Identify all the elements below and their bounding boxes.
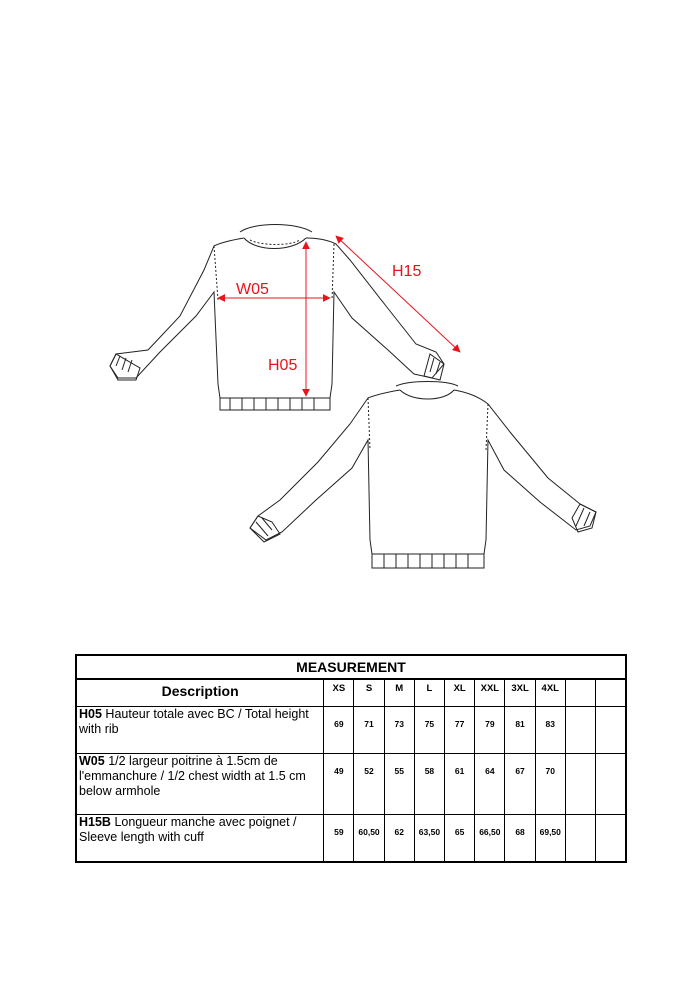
- label-h15: H15: [392, 263, 422, 280]
- measure-code: H15B: [79, 815, 111, 829]
- value-cell: 79: [475, 707, 505, 754]
- row-description: [76, 815, 324, 863]
- value-cell: 63,50: [414, 815, 444, 863]
- measure-code: H05: [79, 707, 102, 721]
- value-cell: 71: [354, 707, 384, 754]
- table-title: MEASUREMENT: [76, 655, 626, 679]
- measure-text: Hauteur totale avec BC / Total height with rib: [79, 707, 309, 736]
- value-cell: 83: [535, 707, 565, 754]
- measurement-table: [75, 654, 627, 863]
- value-cell: [565, 754, 595, 815]
- value-cell: 77: [445, 707, 475, 754]
- value-cell: 75: [414, 707, 444, 754]
- row-description: [76, 707, 324, 754]
- table-row: [76, 754, 626, 815]
- value-cell: 52: [354, 754, 384, 815]
- value-cell: 81: [505, 707, 535, 754]
- measure-text: 1/2 largeur poitrine à 1.5cm de l'emmanchure / 1/2 chest width at 1.5 cm below armhole: [79, 754, 306, 798]
- size-header: L: [414, 679, 444, 707]
- size-header: XS: [324, 679, 354, 707]
- size-header: M: [384, 679, 414, 707]
- value-cell: 62: [384, 815, 414, 863]
- sleeve-length-line: [336, 236, 460, 352]
- size-header: S: [354, 679, 384, 707]
- size-header: [596, 679, 626, 707]
- dimension-lines: [218, 236, 460, 396]
- description-header: Description: [76, 679, 324, 707]
- value-cell: 49: [324, 754, 354, 815]
- value-cell: 69,50: [535, 815, 565, 863]
- table-row: [76, 707, 626, 754]
- value-cell: 60,50: [354, 815, 384, 863]
- value-cell: 73: [384, 707, 414, 754]
- value-cell: 67: [505, 754, 535, 815]
- measure-text: Longueur manche avec poignet / Sleeve length with cuff: [79, 815, 297, 844]
- value-cell: 55: [384, 754, 414, 815]
- row-description: [76, 754, 324, 815]
- value-cell: [596, 815, 626, 863]
- value-cell: 58: [414, 754, 444, 815]
- value-cell: 64: [475, 754, 505, 815]
- table-row: [76, 815, 626, 863]
- size-header: [565, 679, 595, 707]
- size-header: 4XL: [535, 679, 565, 707]
- value-cell: 69: [324, 707, 354, 754]
- label-w05: W05: [236, 281, 269, 298]
- value-cell: 61: [445, 754, 475, 815]
- size-header: 3XL: [505, 679, 535, 707]
- label-h05: H05: [268, 357, 298, 374]
- measure-code: W05: [79, 754, 105, 768]
- value-cell: 59: [324, 815, 354, 863]
- value-cell: [596, 707, 626, 754]
- value-cell: 66,50: [475, 815, 505, 863]
- header-row: [76, 679, 626, 707]
- value-cell: [565, 815, 595, 863]
- size-header: XL: [445, 679, 475, 707]
- size-header: XXL: [475, 679, 505, 707]
- value-cell: 68: [505, 815, 535, 863]
- value-cell: 70: [535, 754, 565, 815]
- front-sweater-drawing: [110, 225, 444, 411]
- value-cell: 65: [445, 815, 475, 863]
- value-cell: [596, 754, 626, 815]
- value-cell: [565, 707, 595, 754]
